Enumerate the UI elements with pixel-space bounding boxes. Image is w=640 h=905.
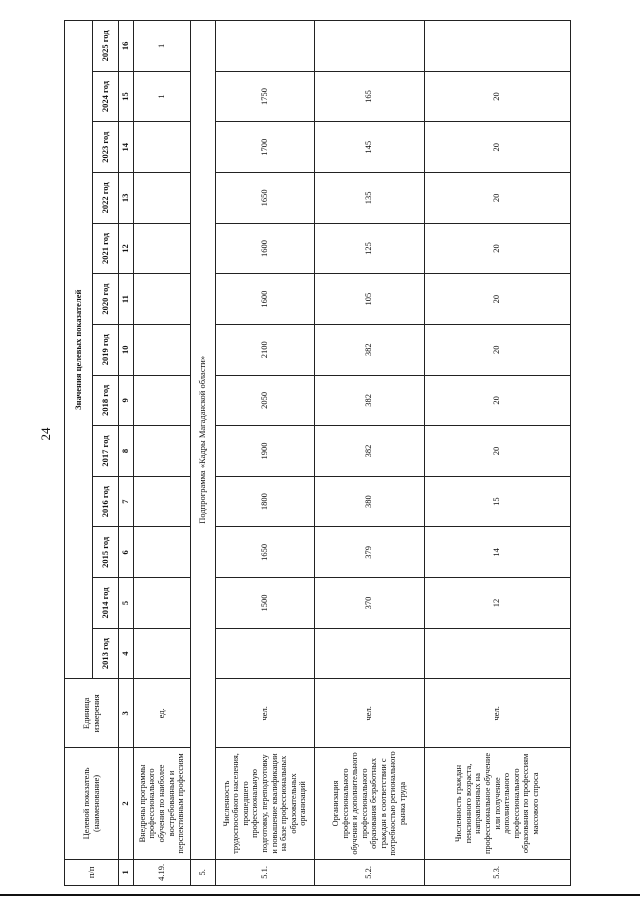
table-row (133, 21, 190, 886)
year-header: 2019 год (93, 324, 119, 375)
row-value: 380 (314, 476, 424, 527)
section-row (190, 21, 215, 886)
year-header: 2016 год (93, 476, 119, 527)
page-number: 24 (38, 427, 53, 441)
row-value (215, 628, 314, 679)
row-value: 370 (314, 578, 424, 629)
row-num: 5.2. (314, 859, 424, 885)
table-row (424, 21, 570, 886)
column-number: 1 (119, 859, 134, 885)
row-value: 1800 (215, 476, 314, 527)
header-unit: Единица измерения (65, 679, 119, 748)
row-value: 1700 (215, 122, 314, 173)
row-value: 145 (314, 122, 424, 173)
row-unit: чел. (215, 679, 314, 748)
column-number: 13 (119, 173, 134, 224)
column-number: 10 (119, 324, 134, 375)
column-number: 15 (119, 71, 134, 122)
row-value: 382 (314, 324, 424, 375)
page-bottom-rule (0, 894, 640, 896)
column-number: 11 (119, 274, 134, 325)
row-value: 1 (133, 71, 190, 122)
row-value (133, 578, 190, 629)
row-value: 2050 (215, 375, 314, 426)
row-indicator: Организация профессионального обучения и дополнительного профессионального образования безработных граждан в соответствии с потребностью регионального рынка труда (314, 748, 424, 859)
row-value (133, 223, 190, 274)
table-row (314, 21, 424, 886)
row-indicator: Численность граждан пенсионного возраста, направленных на профессиональное обучение или получение дополнительного профессионального образования по профессиям массового спроса (424, 748, 570, 859)
row-num: 5. (190, 859, 215, 885)
row-value (215, 21, 314, 72)
header-indicator: Целевой показатель (наименование) (65, 748, 119, 859)
year-header: 2017 год (93, 426, 119, 477)
row-value: 20 (424, 375, 570, 426)
column-number: 16 (119, 21, 134, 72)
row-value (133, 527, 190, 578)
row-value: 1 (133, 21, 190, 72)
row-value: 20 (424, 71, 570, 122)
column-number: 6 (119, 527, 134, 578)
year-header: 2020 год (93, 274, 119, 325)
row-unit: чел. (424, 679, 570, 748)
row-value: 20 (424, 173, 570, 224)
year-header: 2014 год (93, 578, 119, 629)
table-row (215, 21, 314, 886)
row-value: 1600 (215, 223, 314, 274)
column-number: 12 (119, 223, 134, 274)
row-value: 382 (314, 375, 424, 426)
column-number: 7 (119, 476, 134, 527)
row-value: 2100 (215, 324, 314, 375)
row-value: 135 (314, 173, 424, 224)
row-value: 105 (314, 274, 424, 325)
column-number: 4 (119, 628, 134, 679)
row-indicator: Внедрены программы профессионального обучения по наиболее востребованным и перспективным профессиям (133, 748, 190, 859)
target-indicators-table (64, 20, 571, 886)
row-indicator: Численность трудоспособного населения, прошедшего профессиональную подготовку, переподготовку и повышение квалификации на базе профессиональных образовательных организаций (215, 748, 314, 859)
column-number: 14 (119, 122, 134, 173)
year-header: 2023 год (93, 122, 119, 173)
year-header: 2018 год (93, 375, 119, 426)
row-value: 1600 (215, 274, 314, 325)
row-value: 12 (424, 578, 570, 629)
year-header: 2024 год (93, 71, 119, 122)
year-header: 2013 год (93, 628, 119, 679)
row-value: 14 (424, 527, 570, 578)
row-value: 20 (424, 223, 570, 274)
row-value (133, 324, 190, 375)
row-value (314, 21, 424, 72)
row-unit: ед. (133, 679, 190, 748)
row-value: 1900 (215, 426, 314, 477)
column-number: 9 (119, 375, 134, 426)
row-value: 1750 (215, 71, 314, 122)
row-value: 1500 (215, 578, 314, 629)
column-number: 5 (119, 578, 134, 629)
row-value: 1650 (215, 527, 314, 578)
year-header: 2021 год (93, 223, 119, 274)
year-header: 2015 год (93, 527, 119, 578)
column-number-row (119, 21, 134, 886)
row-value: 1650 (215, 173, 314, 224)
row-value: 382 (314, 426, 424, 477)
header-values: Значения целевых показателей (65, 21, 93, 679)
row-value: 20 (424, 426, 570, 477)
row-value: 125 (314, 223, 424, 274)
row-value: 15 (424, 476, 570, 527)
row-value (133, 628, 190, 679)
row-value: 165 (314, 71, 424, 122)
row-value (133, 274, 190, 325)
column-number: 8 (119, 426, 134, 477)
row-value: 20 (424, 274, 570, 325)
row-value (133, 173, 190, 224)
section-title: Подпрограмма «Кадры Магаданской области» (190, 21, 215, 860)
row-value (424, 21, 570, 72)
column-number: 2 (119, 748, 134, 859)
column-number: 3 (119, 679, 134, 748)
year-header: 2025 год (93, 21, 119, 72)
row-value: 20 (424, 122, 570, 173)
row-value: 20 (424, 324, 570, 375)
row-value (133, 426, 190, 477)
row-value (314, 628, 424, 679)
row-value (133, 122, 190, 173)
row-value: 379 (314, 527, 424, 578)
row-value (133, 476, 190, 527)
row-unit: чел. (314, 679, 424, 748)
row-num: 4.19. (133, 859, 190, 885)
row-num: 5.1. (215, 859, 314, 885)
row-value (424, 628, 570, 679)
year-header: 2022 год (93, 173, 119, 224)
row-num: 5.3. (424, 859, 570, 885)
header-num: п/п (65, 859, 119, 885)
row-value (133, 375, 190, 426)
rotated-table-area (64, 20, 596, 886)
